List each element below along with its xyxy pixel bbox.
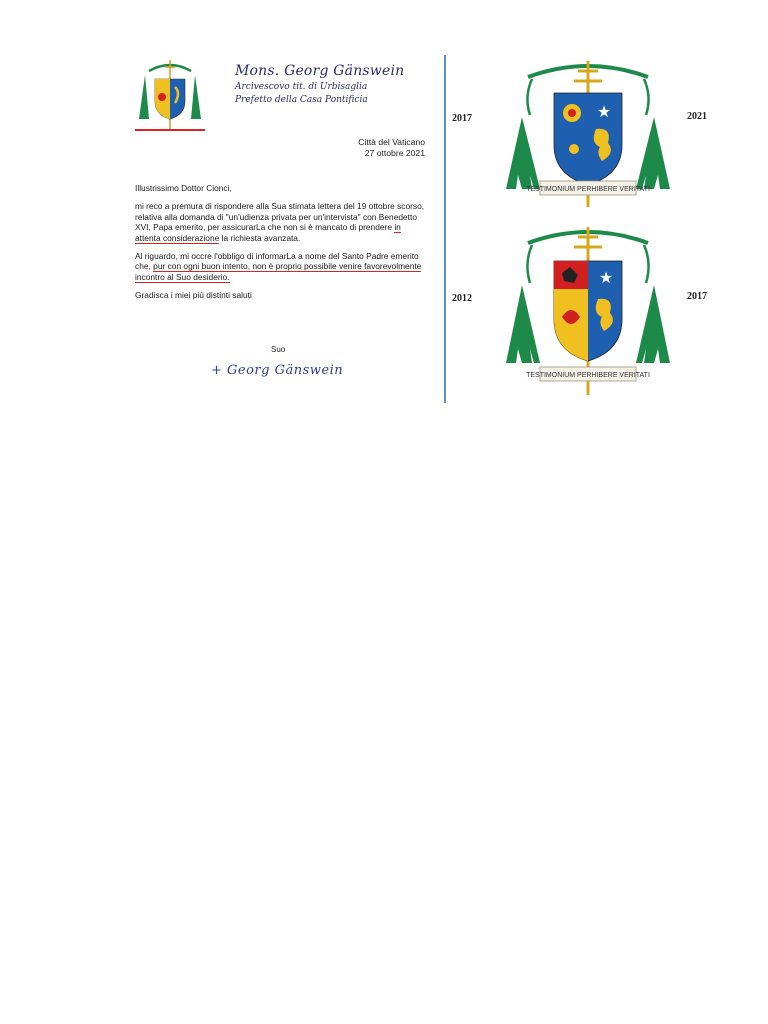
svg-text:★: ★ xyxy=(598,270,614,287)
bottom-year-right: 2017 xyxy=(687,291,707,302)
top-motto: TESTIMONIUM PERHIBERE VERITATI xyxy=(526,186,650,193)
top-year-right: 2021 xyxy=(687,111,707,122)
letter-body xyxy=(135,183,425,309)
paragraph-1-text-a: mi reco a premura di rispondere alla Sua stimata lettera del 19 ottobre scorso, relativa alla domanda di "un'udienza privata per un'intervista" con Benedetto XVI, Papa emerito, per assicurarLa che non si è mancato di prendere xyxy=(135,201,425,233)
paragraph-2 xyxy=(135,251,425,282)
coats-of-arms-panel xyxy=(446,55,711,403)
svg-text:★: ★ xyxy=(596,104,612,121)
salutation: Illustrissimo Dottor Cionci, xyxy=(135,183,232,193)
place-and-date xyxy=(358,137,425,159)
sender-title-1: Arcivescovo tit. di Urbisaglia xyxy=(235,82,368,92)
sender-name: Mons. Georg Gänswein xyxy=(235,63,405,79)
document-figure xyxy=(133,55,711,403)
paragraph-1 xyxy=(135,201,425,243)
coat-of-arms-2012-2017 xyxy=(504,223,672,399)
letterhead-coat-of-arms xyxy=(135,57,205,131)
signature: + Georg Gänswein xyxy=(211,363,344,378)
letterhead-underline xyxy=(135,129,205,131)
sender-title-2: Prefetto della Casa Pontificia xyxy=(235,95,368,105)
paragraph-2-underlined: pur con ogni buon intento, non è proprio possibile venire favorevolmente incontro al Suo desiderio. xyxy=(135,261,422,282)
letter-place: Città del Vaticano xyxy=(358,137,425,147)
letter-panel xyxy=(133,55,443,403)
bottom-motto: TESTIMONIUM PERHIBERE VERITATI xyxy=(526,372,650,379)
paragraph-1-underlined: in attenta considerazione xyxy=(135,222,401,243)
coat-of-arms-2017-2021 xyxy=(504,57,672,217)
top-year-left: 2017 xyxy=(452,113,472,124)
letter-date: 27 ottobre 2021 xyxy=(364,148,425,158)
paragraph-2-text-a: Al riguardo, mi occre l'obbligo di informarLa a nome del Santo Padre emerito che, xyxy=(135,251,419,272)
closing: Gradisca i miei più distinti saluti xyxy=(135,290,252,301)
paragraph-1-text-b: la richiesta avanzata. xyxy=(221,232,301,243)
suo-label: Suo xyxy=(271,345,286,354)
letterhead-sender xyxy=(235,63,404,105)
bottom-year-left: 2012 xyxy=(452,293,472,304)
